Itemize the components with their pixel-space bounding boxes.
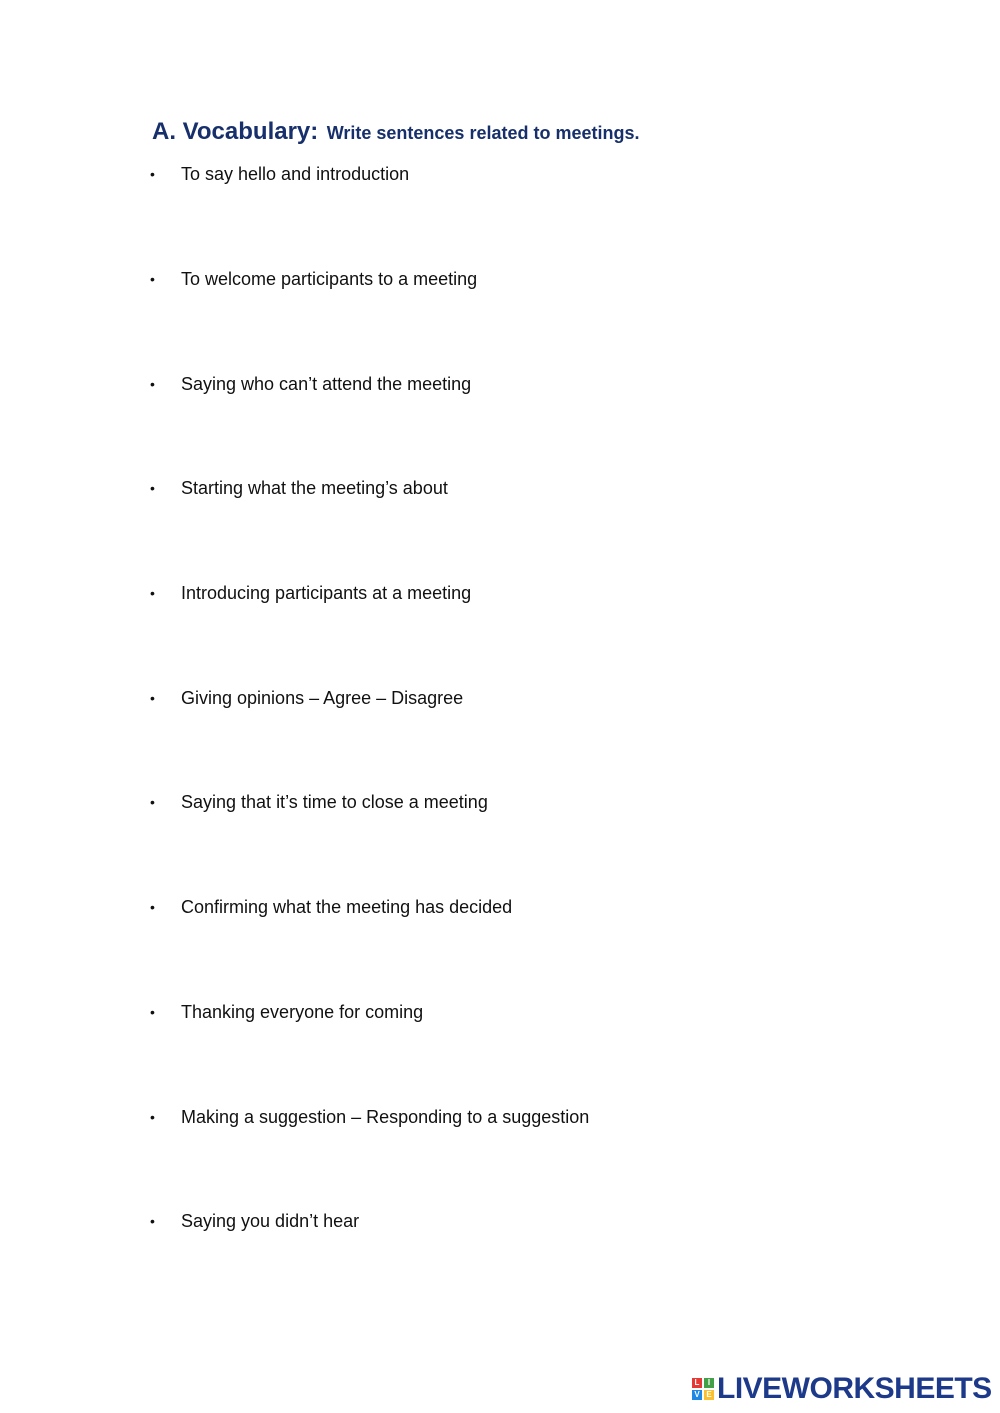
bullet-icon — [150, 1110, 181, 1124]
list-item — [150, 162, 409, 186]
list-item-text: Confirming what the meeting has decided — [181, 896, 513, 917]
section-heading — [152, 118, 640, 146]
logo-square-icon: V — [692, 1390, 702, 1400]
list-item-text: Starting what the meeting’s about — [181, 477, 448, 498]
list-item — [150, 1000, 423, 1024]
list-item-text: To say hello and introduction — [181, 163, 410, 184]
list-item-text: Saying that it’s time to close a meeting — [181, 791, 488, 812]
list-item-text: Thanking everyone for coming — [181, 1001, 424, 1022]
list-item-text: Saying who can’t attend the meeting — [181, 373, 472, 394]
logo-text: LIVEWORKSHEETS — [717, 1372, 992, 1405]
bullet-icon — [150, 377, 181, 391]
bullet-icon — [150, 900, 181, 914]
bullet-icon — [150, 272, 181, 286]
list-item — [150, 1209, 359, 1233]
list-item-text: To welcome participants to a meeting — [181, 268, 478, 289]
list-item — [150, 895, 512, 919]
bullet-icon — [150, 795, 181, 809]
section-instruction: Write sentences related to meetings. — [326, 123, 640, 143]
bullet-icon — [150, 691, 181, 705]
list-item — [150, 476, 448, 500]
liveworksheets-logo — [692, 1374, 992, 1404]
bullet-icon — [150, 167, 181, 181]
logo-square-icon: L — [692, 1378, 702, 1388]
list-item-text: Saying you didn’t hear — [181, 1210, 360, 1231]
list-item — [150, 790, 488, 814]
list-item-text: Giving opinions – Agree – Disagree — [181, 687, 464, 708]
section-title: A. Vocabulary: — [152, 118, 319, 145]
bullet-icon — [150, 1214, 181, 1228]
logo-square-icon: I — [704, 1378, 714, 1388]
liveworksheets-logo-icon — [692, 1378, 714, 1400]
list-item-text: Introducing participants at a meeting — [181, 582, 472, 603]
list-item — [150, 686, 463, 710]
bullet-icon — [150, 1005, 181, 1019]
list-item — [150, 581, 471, 605]
logo-square-icon: E — [704, 1390, 714, 1400]
list-item-text: Making a suggestion – Responding to a suggestion — [181, 1106, 590, 1127]
list-item — [150, 1105, 589, 1129]
list-item — [150, 267, 477, 291]
bullet-icon — [150, 586, 181, 600]
bullet-icon — [150, 481, 181, 495]
list-item — [150, 372, 471, 396]
